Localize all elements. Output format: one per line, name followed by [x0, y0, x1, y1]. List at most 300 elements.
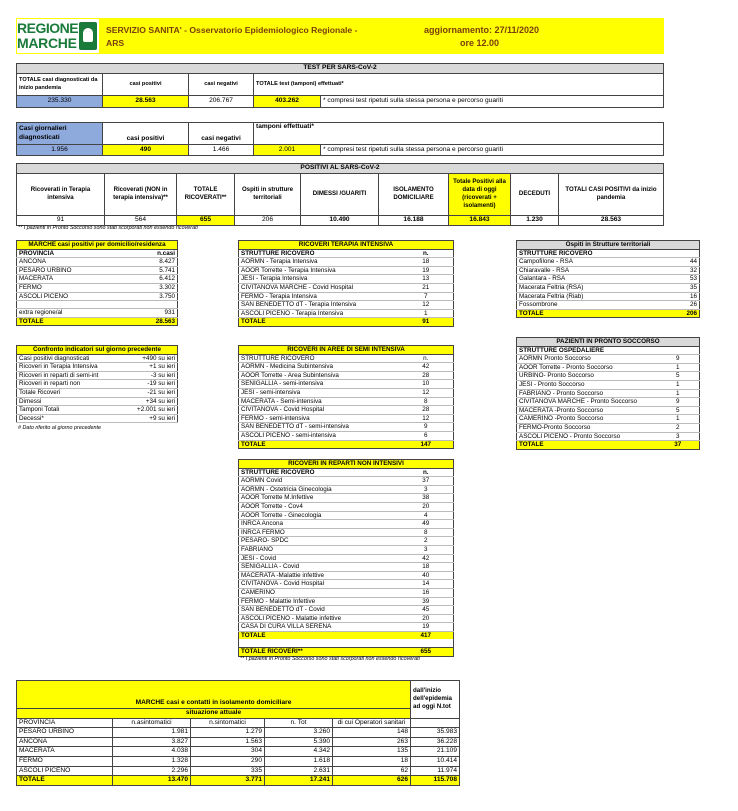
- nonint-row-name: FABRIANO: [239, 545, 399, 554]
- province-row: [17, 266, 178, 275]
- ti-h1: STRUTTURE RICOVERO: [239, 249, 399, 258]
- logo-text-regione: REGIONE: [17, 20, 79, 36]
- semi-total-label: TOTALE: [239, 440, 399, 449]
- province-row-name: MACERATA: [17, 275, 121, 284]
- province-total: 28.563: [121, 317, 178, 326]
- ps-table: [516, 337, 700, 450]
- iso-cell: 1.618: [265, 756, 333, 766]
- nonint-note: ** I pazienti in Pronto Soccorso sono stati scorporati non essendo ricoverati: [240, 656, 420, 662]
- province-row: [17, 283, 178, 292]
- nonint-row-name: SAN BENEDETTO dT - Covid: [239, 606, 399, 615]
- confronto-row-name: Ricoveri in reparti non: [17, 380, 121, 389]
- confronto-row-value: +9 su ieri: [121, 414, 178, 423]
- semi-row: [239, 431, 454, 440]
- confronto-row-value: -19 su ieri: [121, 380, 178, 389]
- iso-total-cell: TOTALE: [17, 776, 113, 786]
- province-row-name: ANCONA: [17, 258, 121, 267]
- province-row-name: extra regione/al: [17, 309, 121, 318]
- iso-cell: 36.228: [411, 737, 460, 747]
- tests-h-neg: casi negativi: [189, 73, 254, 95]
- ps-row: [517, 363, 700, 372]
- ti-total: 91: [399, 318, 454, 327]
- ps-row: [517, 423, 700, 432]
- ti-row: [239, 283, 454, 292]
- ospiti-row-name: Macerata Feltria (Riab): [517, 292, 657, 301]
- semi-h1: STRUTTURE RICOVERO: [239, 354, 399, 363]
- nonint-row-name: SENIGALLIA - Covid: [239, 563, 399, 572]
- ps-row-value: 1: [657, 363, 700, 372]
- positivi-col-header: TOTALI CASI POSITIVI da inizio pandemia: [559, 173, 664, 215]
- nonint-tot-ric-label: TOTALE RICOVERI**: [239, 647, 399, 656]
- nonint-row-value: 42: [399, 554, 454, 563]
- semi-row: [239, 363, 454, 372]
- province-total-label: TOTALE: [17, 317, 121, 326]
- province-table: [16, 240, 178, 326]
- positivi-value: 564: [105, 215, 177, 225]
- nonint-row: [239, 614, 454, 623]
- ospiti-row: [517, 301, 700, 310]
- nonint-row-value: 39: [399, 597, 454, 606]
- iso-title: MARCHE casi e contatti in isolamento domiciliare: [17, 681, 411, 709]
- province-row-value: 5.741: [121, 266, 178, 275]
- daily-table: [16, 122, 664, 156]
- nonint-row: [239, 494, 454, 503]
- nonint-row-name: CAMERINO: [239, 588, 399, 597]
- nonint-row-name: AOOR Torrette - Ginecologia: [239, 511, 399, 520]
- nonint-row: [239, 554, 454, 563]
- nonint-row: [239, 588, 454, 597]
- ti-row-value: 13: [399, 275, 454, 284]
- province-h2: n.casi: [121, 249, 178, 258]
- positivi-col-header: TOTALE RICOVERATI**: [177, 173, 235, 215]
- nonint-row-name: CASA DI CURA VILLA SERENA: [239, 623, 399, 632]
- daily-v-cases: 1.956: [17, 145, 103, 156]
- nonint-row-name: JESI - Covid: [239, 554, 399, 563]
- nonint-row-value: 20: [399, 614, 454, 623]
- iso-cell: ASCOLI PICENO: [17, 766, 113, 776]
- ospiti-row-name: Campofilone - RSA: [517, 258, 657, 267]
- province-row: [17, 309, 178, 318]
- confronto-row: [17, 406, 178, 415]
- iso-total-cell: 3.771: [191, 776, 265, 786]
- ps-total-label: TOTALE: [517, 441, 657, 450]
- confronto-row: [17, 380, 178, 389]
- ti-row-name: CIVITANOVA MARCHE - Covid Hospital: [239, 283, 399, 292]
- ps-h1: STRUTTURE OSPEDALIERE: [517, 346, 700, 355]
- ospiti-table: [516, 240, 700, 318]
- daily-h-pos: casi positivi: [103, 123, 189, 145]
- iso-row: [17, 747, 460, 757]
- nonint-row-name: MACERATA -Malattie infettive: [239, 571, 399, 580]
- ti-row: [239, 292, 454, 301]
- confronto-row-name: Casi positivi diagnosticati: [17, 354, 121, 363]
- iso-cell: 290: [191, 756, 265, 766]
- ps-row-value: 1: [657, 415, 700, 424]
- iso-cell: 3.827: [113, 737, 191, 747]
- province-row: [17, 292, 178, 301]
- province-row: [17, 258, 178, 267]
- daily-v-pos: 490: [103, 145, 189, 156]
- iso-cell: PESARO URBINO: [17, 728, 113, 738]
- iso-cell: 4.342: [265, 747, 333, 757]
- province-row-value: 8.427: [121, 258, 178, 267]
- iso-cell: 18: [333, 756, 411, 766]
- confronto-row-name: Decessi*: [17, 414, 121, 423]
- semi-row-value: 28: [399, 371, 454, 380]
- semi-row: [239, 406, 454, 415]
- ti-total-label: TOTALE: [239, 318, 399, 327]
- ospiti-total: 206: [657, 309, 700, 318]
- nonint-row: [239, 597, 454, 606]
- iso-cell: 35.983: [411, 728, 460, 738]
- ospiti-row-name: Macerata Feltria (RSA): [517, 283, 657, 292]
- ps-row-name: CAMERINO -Pronto Soccorso: [517, 415, 657, 424]
- nonint-row: [239, 563, 454, 572]
- nonint-row: [239, 606, 454, 615]
- iso-cell: 1.563: [191, 737, 265, 747]
- nonint-row-value: 19: [399, 623, 454, 632]
- daily-h-neg: casi negativi: [189, 123, 254, 145]
- ti-title: RICOVERI TERAPIA INTENSIVA: [239, 241, 454, 250]
- province-row: [17, 275, 178, 284]
- ps-row: [517, 432, 700, 441]
- ti-row: [239, 301, 454, 310]
- semi-row-value: 8: [399, 397, 454, 406]
- daily-h-tamponi: tamponi effettuati*: [254, 123, 664, 145]
- iso-row: [17, 766, 460, 776]
- ti-row-value: 18: [399, 258, 454, 267]
- nonint-row-value: 16: [399, 588, 454, 597]
- header-title-1: SERVIZIO SANITA' - Osservatorio Epidemiologico Regionale -: [106, 25, 358, 35]
- ti-row-name: FERMO - Terapia Intensiva: [239, 292, 399, 301]
- positivi-value: 1.230: [511, 215, 559, 225]
- confronto-row-name: Dimessi: [17, 397, 121, 406]
- ti-row-value: 21: [399, 283, 454, 292]
- ps-row-name: JESI - Pronto Soccorso: [517, 380, 657, 389]
- positivi-note: ** I pazienti in Pronto Soccorso sono stati scorporati non essendo ricoverati: [18, 225, 198, 231]
- confronto-row-name: Ricoveri in reparti di semi-int: [17, 371, 121, 380]
- ospiti-row-name: Galantara - RSA: [517, 275, 657, 284]
- positivi-col-header: Ospiti in strutture territoriali: [235, 173, 301, 215]
- ospiti-title: Ospiti in Strutture territoriali: [517, 241, 700, 250]
- ps-row-value: 2: [657, 423, 700, 432]
- positivi-col-header: DIMESSI /GUARITI: [301, 173, 379, 215]
- iso-cell: 21.109: [411, 747, 460, 757]
- positivi-col-header: ISOLAMENTO DOMICILIARE: [379, 173, 449, 215]
- nonint-row-value: 14: [399, 580, 454, 589]
- tests-note: * compresi test ripetuti sulla stessa persona e percorso guariti: [321, 95, 664, 107]
- ps-row-value: 9: [657, 355, 700, 364]
- positivi-table: [16, 163, 664, 226]
- semi-row: [239, 414, 454, 423]
- province-row-value: 3.750: [121, 292, 178, 301]
- daily-note: * compresi test ripetuti sulla stessa persona e percorso guariti: [321, 145, 664, 156]
- iso-total-cell: 13.470: [113, 776, 191, 786]
- positivi-col-header: DECEDUTI: [511, 173, 559, 215]
- ps-row-name: FERMO-Pronto Soccorso: [517, 423, 657, 432]
- ps-row: [517, 355, 700, 364]
- province-row: [17, 301, 178, 309]
- nonint-row-name: CIVITANOVA - Covid Hospital: [239, 580, 399, 589]
- ti-row: [239, 258, 454, 267]
- iso-cell: 2.631: [265, 766, 333, 776]
- ps-row-name: AORMN Pronto Soccorso: [517, 355, 657, 364]
- iso-col-header: di cui Operatori sanitari: [333, 718, 411, 728]
- ps-row-value: 5: [657, 372, 700, 381]
- ps-row-value: 3: [657, 432, 700, 441]
- nonint-row: [239, 623, 454, 632]
- semi-row: [239, 397, 454, 406]
- iso-cell: 2.296: [113, 766, 191, 776]
- ps-row-value: 9: [657, 398, 700, 407]
- nonint-row: [239, 537, 454, 546]
- iso-col-header: n. Tot: [265, 718, 333, 728]
- ospiti-row-name: Fossombrone: [517, 301, 657, 310]
- confronto-row-value: -3 su ieri: [121, 371, 178, 380]
- iso-col-header: [411, 718, 460, 728]
- semi-row-name: CIVITANOVA - Covid Hospital: [239, 406, 399, 415]
- iso-cell: 11.974: [411, 766, 460, 776]
- nonint-row-name: INRCA FERMO: [239, 528, 399, 537]
- province-row-value: [121, 301, 178, 309]
- ps-row: [517, 398, 700, 407]
- ospiti-row-value: 44: [657, 258, 700, 267]
- positivi-value: 10.490: [301, 215, 379, 225]
- ospiti-row-value: 32: [657, 266, 700, 275]
- nonint-row-value: 40: [399, 571, 454, 580]
- nonint-row-value: 3: [399, 485, 454, 494]
- nonint-row: [239, 580, 454, 589]
- ps-row: [517, 389, 700, 398]
- ti-row-name: ASCOLI PICENO - Terapia Intensiva: [239, 309, 399, 318]
- nonint-row-name: PESARO- SPDC: [239, 537, 399, 546]
- ti-row: [239, 266, 454, 275]
- daily-h-cases: Casi giornalieri diagnosticati: [17, 123, 103, 145]
- ospiti-row: [517, 258, 700, 267]
- ti-row-name: SAN BENEDETTO dT - Terapia Intensiva: [239, 301, 399, 310]
- ps-row: [517, 380, 700, 389]
- province-row-value: 3.302: [121, 283, 178, 292]
- iso-table: [16, 680, 460, 786]
- confronto-row-value: +34 su ieri: [121, 397, 178, 406]
- semi-row-name: SAN BENEDETTO dT - semi-intensiva: [239, 423, 399, 432]
- iso-row: [17, 756, 460, 766]
- ospiti-row: [517, 266, 700, 275]
- iso-h-epi: dall'inizio dell'epidemia ad oggi N.tot: [411, 681, 460, 719]
- nonint-row: [239, 485, 454, 494]
- nonint-row-value: 37: [399, 477, 454, 486]
- positivi-value: 28.563: [559, 215, 664, 225]
- province-row-name: FERMO: [17, 283, 121, 292]
- ospiti-h1: STRUTTURE RICOVERO: [517, 249, 700, 258]
- iso-cell: 335: [191, 766, 265, 776]
- positivi-value: 655: [177, 215, 235, 225]
- iso-cell: 10.414: [411, 756, 460, 766]
- province-row-name: PESARO URBINO: [17, 266, 121, 275]
- daily-v-tamponi: 2.001: [254, 145, 321, 156]
- tests-v-pos: 28.563: [103, 95, 189, 107]
- ospiti-row-value: 35: [657, 283, 700, 292]
- semi-total: 147: [399, 440, 454, 449]
- nonint-row: [239, 528, 454, 537]
- iso-col-header: n.sintomatici: [191, 718, 265, 728]
- semi-row-name: MACERATA - Semi-intensiva: [239, 397, 399, 406]
- header-bar: [16, 18, 664, 54]
- nonint-total: 417: [399, 631, 454, 639]
- province-row-name: [17, 301, 121, 309]
- semi-row-value: 12: [399, 414, 454, 423]
- iso-cell: 4.038: [113, 747, 191, 757]
- ps-row-name: CIVITANOVA MARCHE - Pronto Soccorso: [517, 398, 657, 407]
- nonint-row-value: 38: [399, 494, 454, 503]
- ospiti-row: [517, 283, 700, 292]
- iso-subtitle: situazione attuale: [17, 709, 411, 719]
- confronto-row-name: Tamponi Totali: [17, 406, 121, 415]
- semi-row-name: JESI - semi-intensiva: [239, 388, 399, 397]
- iso-cell: 1.279: [191, 728, 265, 738]
- semi-h2: n.: [399, 354, 454, 363]
- semi-row-value: 42: [399, 363, 454, 372]
- semi-row-value: 12: [399, 388, 454, 397]
- confronto-row-name: Ricoveri in Terapia Intensiva: [17, 363, 121, 372]
- ti-h2: n.: [399, 249, 454, 258]
- ti-row-value: 19: [399, 266, 454, 275]
- nonint-total-label: TOTALE: [239, 631, 399, 639]
- iso-cell: FERMO: [17, 756, 113, 766]
- province-row-value: 931: [121, 309, 178, 318]
- semi-row: [239, 423, 454, 432]
- confronto-title: Confronto indicatori sul giorno precedente: [17, 346, 178, 355]
- ti-row: [239, 275, 454, 284]
- tests-v-neg: 206.767: [189, 95, 254, 107]
- iso-total-cell: 626: [333, 776, 411, 786]
- positivi-value: 91: [17, 215, 105, 225]
- tests-h-total: TOTALE casi diagnosticati da inizio pandemia: [17, 73, 103, 95]
- nonint-row-value: 20: [399, 502, 454, 511]
- ps-title: PAZIENTI IN PRONTO SOCCORSO: [517, 338, 700, 347]
- daily-v-neg: 1.466: [189, 145, 254, 156]
- nonint-row-value: 2: [399, 537, 454, 546]
- nonint-row: [239, 477, 454, 486]
- semi-title: RICOVERI IN AREE DI SEMI INTENSIVA: [239, 346, 454, 355]
- nonint-row-value: 18: [399, 563, 454, 572]
- logo-emblem: [79, 22, 97, 50]
- province-row-value: 6.412: [121, 275, 178, 284]
- nonint-tot-ric: 655: [399, 647, 454, 656]
- header-title-2: ARS: [106, 38, 125, 48]
- logo-text-marche: MARCHE: [17, 35, 77, 51]
- tests-h-pos: casi positivi: [103, 73, 189, 95]
- nonint-h1: STRUTTURE RICOVERO: [239, 468, 399, 477]
- nonint-row-value: 8: [399, 528, 454, 537]
- ps-total: 37: [657, 441, 700, 450]
- ti-table: [238, 240, 454, 327]
- nonint-row-value: 45: [399, 606, 454, 615]
- confronto-row: [17, 354, 178, 363]
- tests-title: TEST PER SARS-CoV-2: [17, 64, 664, 74]
- confronto-row-value: +490 su ieri: [121, 354, 178, 363]
- positivi-title: POSITIVI AL SARS-CoV-2: [17, 164, 664, 174]
- ps-row-name: ASCOLI PICENO - Pronto Soccorso: [517, 432, 657, 441]
- iso-col-header: n.asintomatici: [113, 718, 191, 728]
- positivi-value: 206: [235, 215, 301, 225]
- nonint-row-name: AOOR Torrette - Cov4: [239, 502, 399, 511]
- tests-v-tamponi: 403.262: [254, 95, 321, 107]
- ospiti-row-value: 26: [657, 301, 700, 310]
- confronto-row: [17, 414, 178, 423]
- ti-row-name: AORMN - Terapia Intensiva: [239, 258, 399, 267]
- confronto-row-value: +1 su ieri: [121, 363, 178, 372]
- confronto-row: [17, 397, 178, 406]
- nonint-row-name: FERMO - Malattie Infettive: [239, 597, 399, 606]
- iso-cell: 135: [333, 747, 411, 757]
- regione-marche-logo: [17, 19, 99, 53]
- ti-row-value: 1: [399, 309, 454, 318]
- nonint-row: [239, 571, 454, 580]
- nonint-row-name: AORMN - Ostetricia Ginecologia: [239, 485, 399, 494]
- tests-table: [16, 63, 664, 108]
- ti-row-name: JESI - Terapia Intensiva: [239, 275, 399, 284]
- confronto-row: [17, 371, 178, 380]
- semi-row-value: 6: [399, 431, 454, 440]
- semi-row: [239, 380, 454, 389]
- nonint-row: [239, 502, 454, 511]
- confronto-table: [16, 345, 178, 423]
- ti-row-value: 12: [399, 301, 454, 310]
- iso-cell: 3.260: [265, 728, 333, 738]
- province-title: MARCHE casi positivi per domicilio/residenza: [17, 241, 178, 250]
- iso-cell: 5.390: [265, 737, 333, 747]
- tests-h-tamponi: TOTALE test (tamponi) effettuati*: [254, 73, 664, 95]
- ps-row-name: FABRIANO - Pronto Soccorso: [517, 389, 657, 398]
- iso-total-cell: 17.241: [265, 776, 333, 786]
- ospiti-row: [517, 275, 700, 284]
- ospiti-row: [517, 292, 700, 301]
- nonint-row: [239, 545, 454, 554]
- iso-cell: 263: [333, 737, 411, 747]
- ti-row: [239, 309, 454, 318]
- iso-total-cell: 115.708: [411, 776, 460, 786]
- iso-cell: 62: [333, 766, 411, 776]
- semi-row: [239, 388, 454, 397]
- semi-row-name: AORMN - Medicina Subintensiva: [239, 363, 399, 372]
- confronto-row-value: -21 su ieri: [121, 388, 178, 397]
- province-h1: PROVINCIA: [17, 249, 121, 258]
- positivi-value: 16.188: [379, 215, 449, 225]
- nonint-h2: n.: [399, 468, 454, 477]
- ospiti-row-value: 16: [657, 292, 700, 301]
- update-time: ore 12.00: [460, 38, 500, 48]
- positivi-col-header: Totale Positivi alla data di oggi (ricoverati + isolamenti): [449, 173, 511, 215]
- tests-v-total: 235.330: [17, 95, 103, 107]
- iso-cell: ANCONA: [17, 737, 113, 747]
- semi-row-name: SENIGALLIA - semi-intensiva: [239, 380, 399, 389]
- ospiti-total-label: TOTALE: [517, 309, 657, 318]
- ps-row-name: MACERATA -Pronto Soccorso: [517, 406, 657, 415]
- ti-row-name: AOOR Torrette - Terapia Intensiva: [239, 266, 399, 275]
- positivi-col-header: Ricoverati in Terapia intensiva: [17, 173, 105, 215]
- nonint-row-name: ASCOLI PICENO - Malattie infettive: [239, 614, 399, 623]
- nonint-row-value: 4: [399, 511, 454, 520]
- semi-row: [239, 371, 454, 380]
- ps-row: [517, 415, 700, 424]
- iso-cell: 1.981: [113, 728, 191, 738]
- iso-cell: 304: [191, 747, 265, 757]
- iso-cell: 148: [333, 728, 411, 738]
- semi-row-value: 10: [399, 380, 454, 389]
- ps-row: [517, 406, 700, 415]
- ps-row: [517, 372, 700, 381]
